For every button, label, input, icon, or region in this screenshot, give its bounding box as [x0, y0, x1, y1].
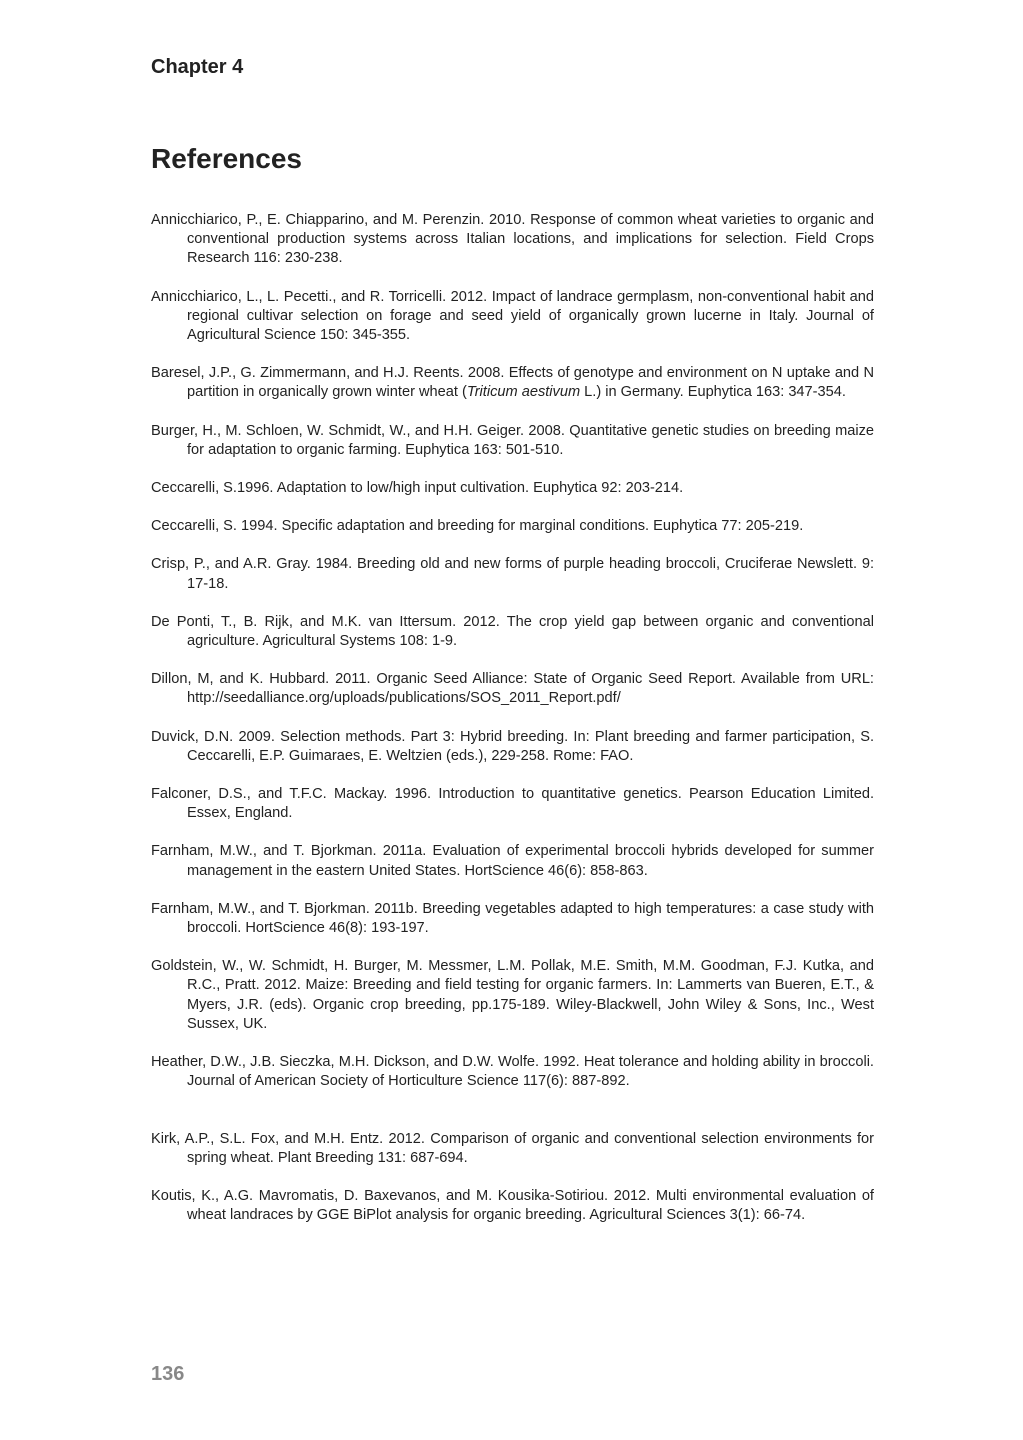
- reference-item: Annicchiarico, L., L. Pecetti., and R. Torricelli. 2012. Impact of landrace germplasm, non-conventional habit and regional cultivar selection on forage and seed yield of organically grown lucerne in Italy. Journal of Agricultural Science 150: 345-355.: [151, 288, 874, 344]
- reference-item: [151, 364, 874, 402]
- reference-item: Farnham, M.W., and T. Bjorkman. 2011a. Evaluation of experimental broccoli hybrids developed for summer management in the eastern United States. HortScience 46(6): 858-863.: [151, 843, 874, 879]
- species-name: Triticum aestivum: [466, 384, 581, 401]
- reference-item: Dillon, M, and K. Hubbard. 2011. Organic Seed Alliance: State of Organic Seed Report. Available from URL: http://seedalliance.org/uploads/publications/SOS_2011_Report.pdf/: [151, 671, 874, 707]
- reference-item: Ceccarelli, S. 1994. Specific adaptation and breeding for marginal conditions. Euphytica 77: 205-219.: [151, 518, 804, 535]
- section-title: References: [151, 143, 302, 174]
- page-number: 136: [151, 1363, 185, 1385]
- reference-item: Heather, D.W., J.B. Sieczka, M.H. Dickson, and D.W. Wolfe. 1992. Heat tolerance and holding ability in broccoli. Journal of American Society of Horticulture Science 117(6): 887-892.: [151, 1054, 874, 1090]
- reference-text: Baresel, J.P., G. Zimmermann, and H.J. Reents. 2008. Effects of genotype and environment on N uptake and N partition in organically grown winter wheat (: [151, 365, 874, 401]
- reference-item: Crisp, P., and A.R. Gray. 1984. Breeding old and new forms of purple heading broccoli, Cruciferae Newslett. 9: 17-18.: [151, 556, 874, 592]
- reference-item: Annicchiarico, P., E. Chiapparino, and M. Perenzin. 2010. Response of common wheat varieties to organic and conventional production systems across Italian locations, and implications for selection. Field Crops Research 116: 230-238.: [151, 212, 874, 267]
- reference-list: [151, 211, 874, 1244]
- reference-text: L.) in Germany. Euphytica 163: 347-354.: [580, 384, 846, 401]
- reference-item: Goldstein, W., W. Schmidt, H. Burger, M. Messmer, L.M. Pollak, M.E. Smith, M.M. Goodman, F.J. Kutka, and R.C., Pratt. 2012. Maize: Breeding and field testing for organic farmers. In: Lammerts van Bueren, E.T., & Myers, J.R. (eds). Organic crop breeding, pp.175-189. Wiley-Blackwell, John Wiley & Sons, Inc., West Sussex, UK.: [151, 958, 874, 1032]
- chapter-heading: Chapter 4: [151, 56, 244, 78]
- reference-item: Duvick, D.N. 2009. Selection methods. Part 3: Hybrid breeding. In: Plant breeding and farmer participation, S. Ceccarelli, E.P. Guimaraes, E. Weltzien (eds.), 229-258. Rome: FAO.: [151, 728, 874, 764]
- reference-item: Koutis, K., A.G. Mavromatis, D. Baxevanos, and M. Kousika-Sotiriou. 2012. Multi environmental evaluation of wheat landraces by GGE BiPlot analysis for organic breeding. Agricultural Sciences 3(1): 66-74.: [151, 1187, 874, 1224]
- reference-item: Kirk, A.P., S.L. Fox, and M.H. Entz. 2012. Comparison of organic and conventional selection environments for spring wheat. Plant Breeding 131: 687-694.: [151, 1130, 874, 1166]
- reference-item: Ceccarelli, S.1996. Adaptation to low/high input cultivation. Euphytica 92: 203-214.: [151, 480, 684, 497]
- reference-item: Falconer, D.S., and T.F.C. Mackay. 1996. Introduction to quantitative genetics. Pearson Education Limited. Essex, England.: [151, 786, 874, 822]
- reference-item: Burger, H., M. Schloen, W. Schmidt, W., and H.H. Geiger. 2008. Quantitative genetic studies on breeding maize for adaptation to organic farming. Euphytica 163: 501-510.: [151, 422, 874, 458]
- reference-item: Farnham, M.W., and T. Bjorkman. 2011b. Breeding vegetables adapted to high temperatures: a case study with broccoli. HortScience 46(8): 193-197.: [151, 900, 874, 937]
- reference-item: De Ponti, T., B. Rijk, and M.K. van Ittersum. 2012. The crop yield gap between organic and conventional agriculture. Agricultural Systems 108: 1-9.: [151, 613, 874, 650]
